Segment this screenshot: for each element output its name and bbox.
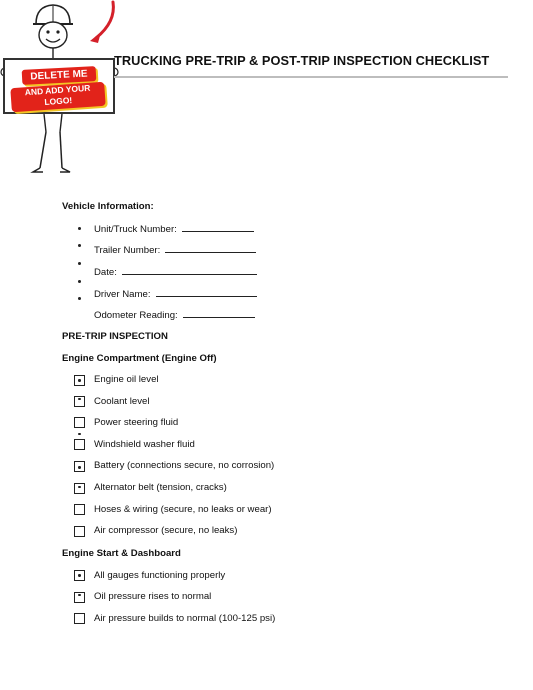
engine-compartment-heading: Engine Compartment (Engine Off) [62, 353, 217, 364]
bullet-icon [78, 280, 81, 283]
field-label: Date: [94, 267, 117, 278]
pre-trip-heading: PRE-TRIP INSPECTION [62, 331, 168, 342]
check-item-label: All gauges functioning properly [94, 570, 226, 581]
page-title: TRUCKING PRE-TRIP & POST-TRIP INSPECTION CHECKLIST [114, 53, 490, 68]
check-item-label: Engine oil level [94, 374, 159, 385]
field-label: Unit/Truck Number: [94, 224, 177, 235]
check-item-label: Air pressure builds to normal (100-125 psi) [94, 613, 276, 624]
bullet-icon [78, 297, 81, 300]
checkbox[interactable] [74, 461, 85, 472]
check-item-label: Oil pressure rises to normal [94, 591, 212, 602]
field-label: Trailer Number: [94, 245, 161, 256]
field-driver-name[interactable] [94, 287, 257, 300]
field-blank[interactable] [183, 308, 255, 318]
logo-placeholder [0, 0, 125, 180]
field-label: Driver Name: [94, 289, 151, 300]
checkbox[interactable] [74, 570, 85, 581]
checkbox[interactable] [74, 483, 85, 494]
checkbox-dot-icon [78, 594, 80, 596]
engine-start-heading: Engine Start & Dashboard [62, 548, 181, 559]
checkbox[interactable] [74, 417, 85, 428]
vehicle-info-heading: Vehicle Information: [62, 201, 154, 212]
checkbox-dot-icon [78, 466, 80, 468]
field-odometer-reading[interactable] [94, 308, 255, 321]
field-date[interactable] [94, 265, 257, 278]
check-item-label: Alternator belt (tension, cracks) [94, 482, 227, 493]
check-item-label: Power steering fluid [94, 417, 179, 428]
logo-badge-add: AND ADD YOUR LOGO! [10, 82, 105, 112]
field-blank[interactable] [122, 265, 257, 275]
check-item-label: Coolant level [94, 396, 150, 407]
logo-badge-delete: DELETE ME [22, 66, 97, 85]
checkbox[interactable] [74, 396, 85, 407]
checkbox[interactable] [74, 439, 85, 450]
checkbox-dot-icon [78, 433, 80, 435]
checkbox[interactable] [74, 592, 85, 603]
bullet-icon [78, 244, 81, 247]
field-label: Odometer Reading: [94, 310, 178, 321]
bullet-icon [78, 262, 81, 265]
checkbox[interactable] [74, 526, 85, 537]
checkbox-dot-icon [78, 574, 80, 576]
field-blank[interactable] [182, 222, 254, 232]
checkbox[interactable] [74, 613, 85, 624]
checkbox[interactable] [74, 375, 85, 386]
checkbox[interactable] [74, 504, 85, 515]
title-divider [114, 76, 508, 78]
bullet-icon [78, 227, 81, 230]
check-item-label: Hoses & wiring (secure, no leaks or wear) [94, 504, 272, 515]
field-unit-truck-number[interactable] [94, 222, 254, 235]
checkbox-dot-icon [78, 398, 80, 400]
field-blank[interactable] [156, 287, 257, 297]
logo-sign [3, 58, 115, 114]
field-trailer-number[interactable] [94, 243, 256, 256]
check-item-label: Air compressor (secure, no leaks) [94, 525, 238, 536]
checkbox-dot-icon [78, 379, 80, 381]
field-blank[interactable] [165, 243, 256, 253]
check-item-label: Battery (connections secure, no corrosion) [94, 460, 275, 471]
check-item-label: Windshield washer fluid [94, 439, 195, 450]
checkbox-dot-icon [78, 486, 80, 488]
